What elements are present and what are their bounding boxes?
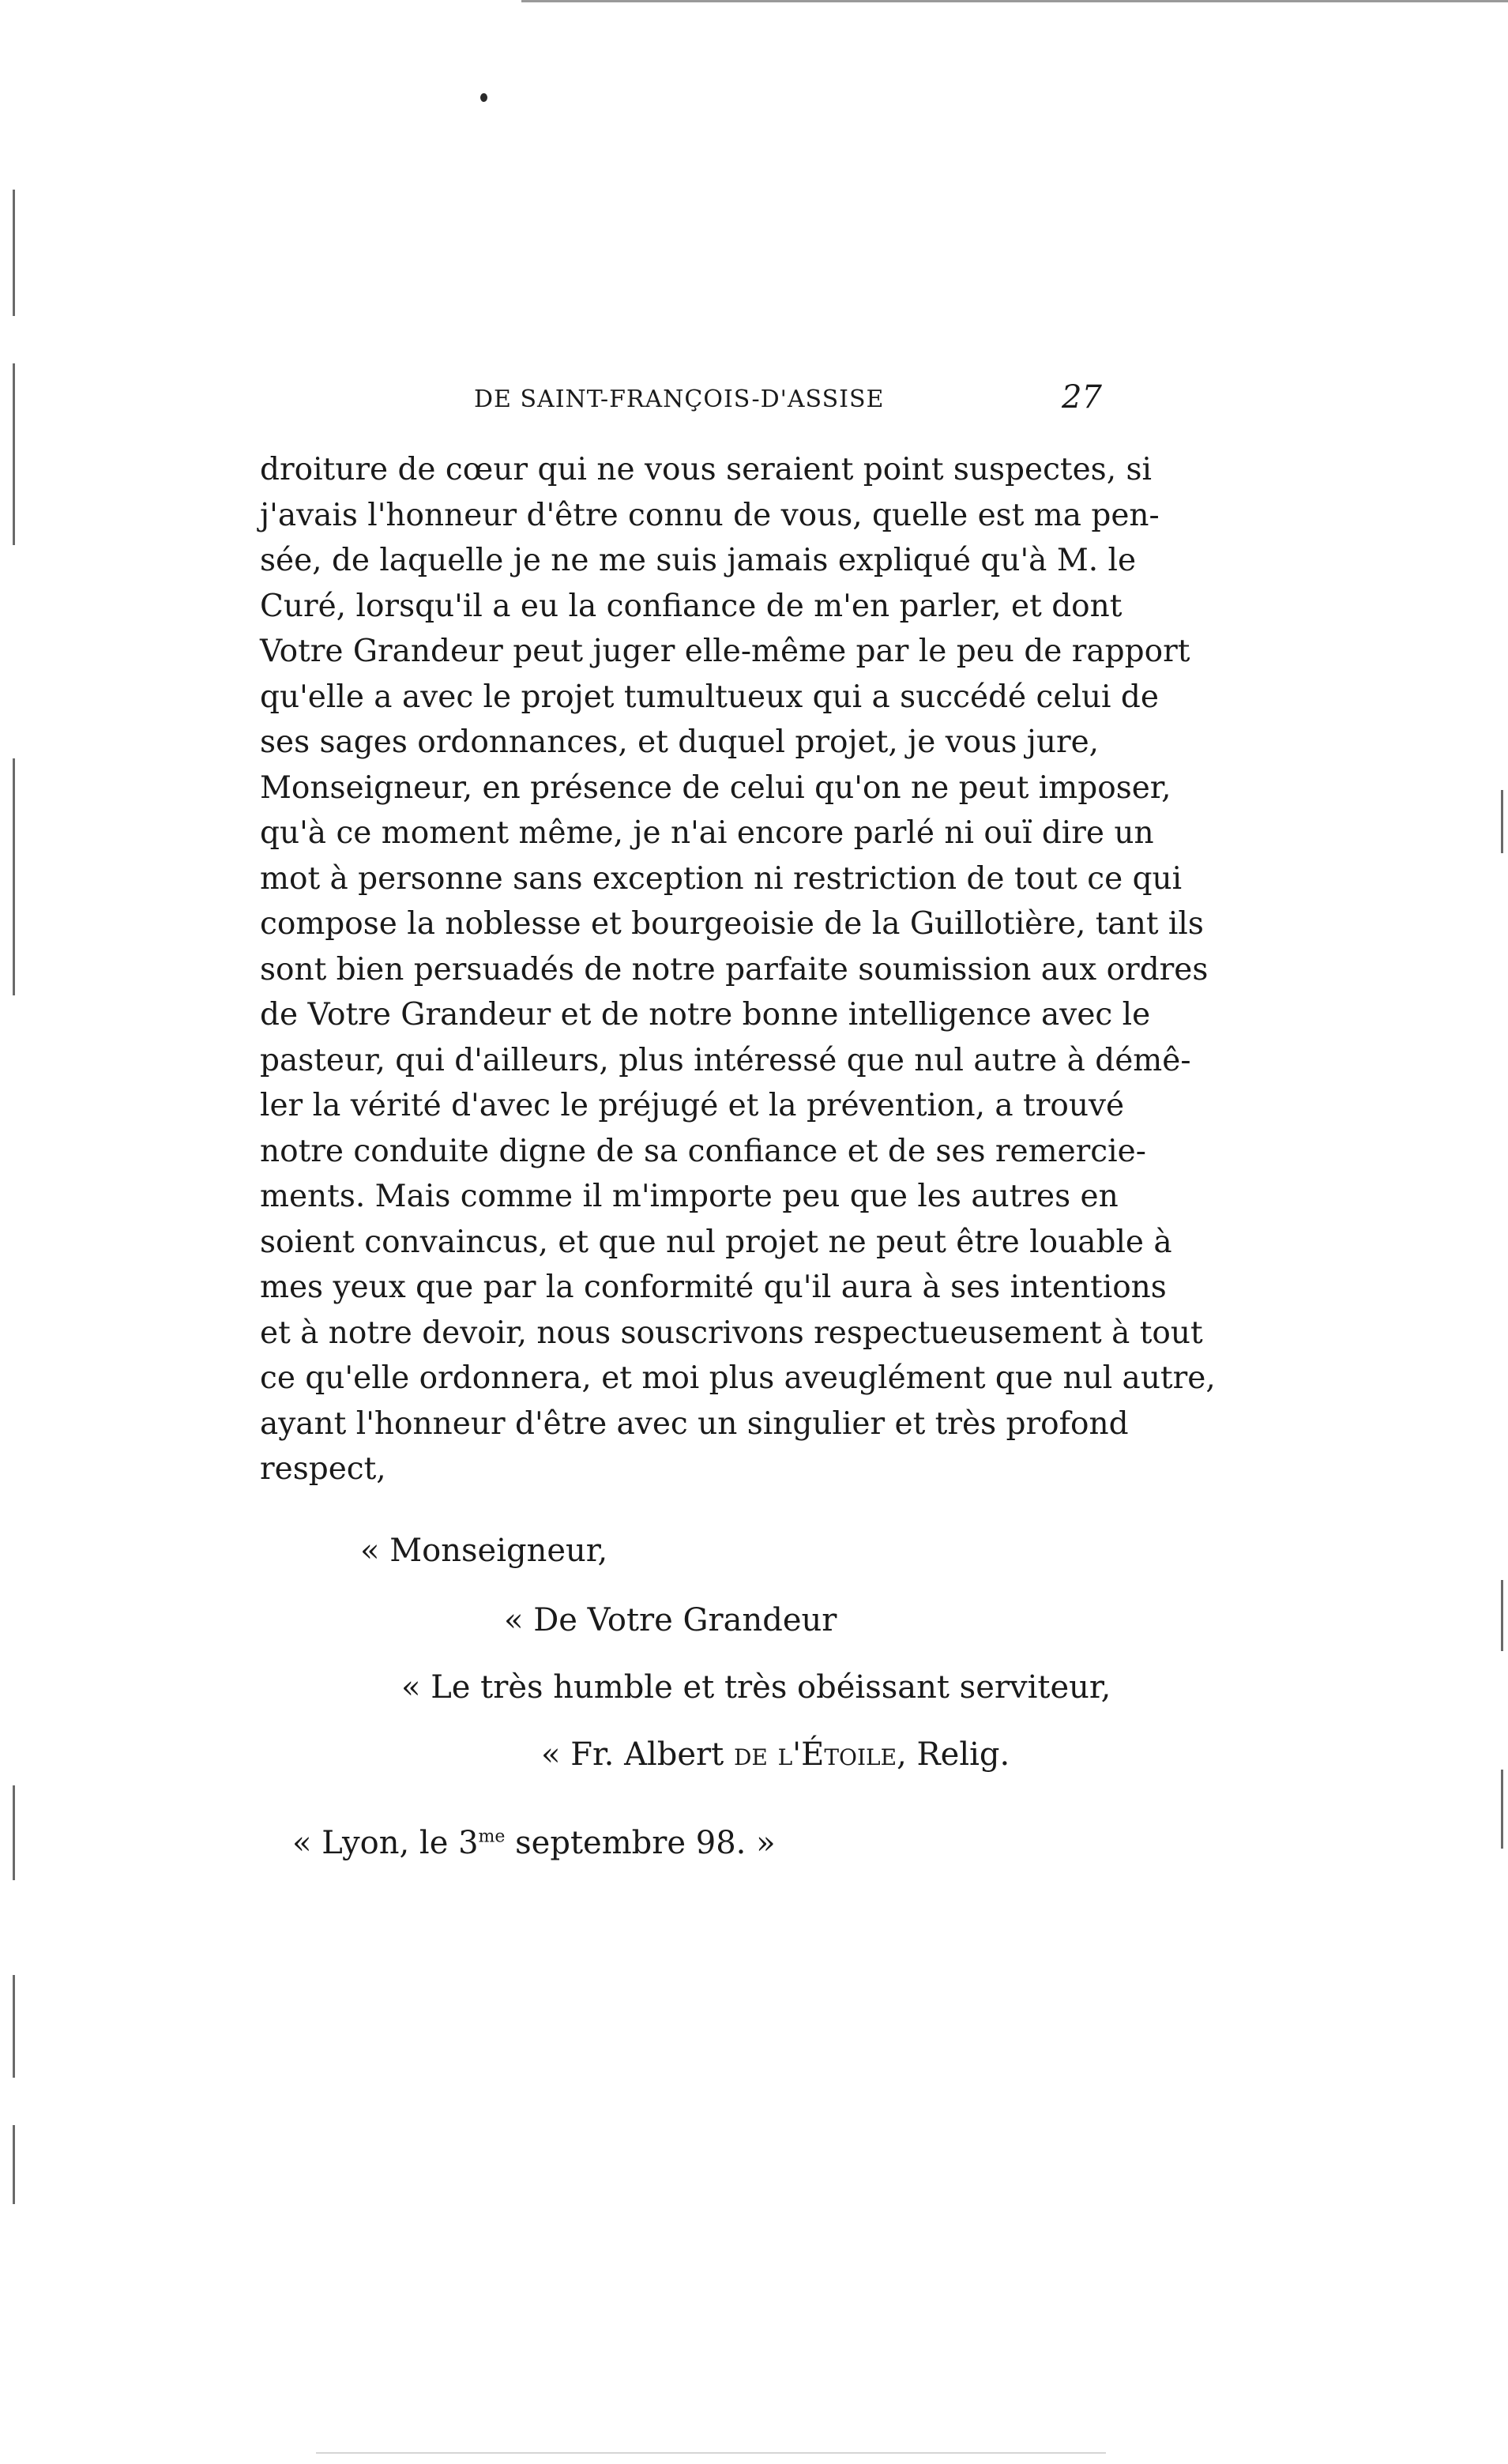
- date-superscript: me: [478, 1826, 506, 1847]
- ink-speck: [480, 93, 487, 102]
- text-line: ce qu'elle ordonnera, et moi plus aveuglément que nul autre,: [260, 1360, 1216, 1396]
- date-prefix: « Lyon, le 3: [292, 1825, 479, 1861]
- running-head: [474, 379, 1106, 417]
- scan-edge-mark: [1501, 1580, 1503, 1651]
- scan-edge-mark: [1501, 790, 1503, 853]
- scan-edge-mark: [13, 1975, 15, 2078]
- scan-edge-line-top: [521, 0, 1508, 2]
- scan-edge-mark: [1501, 1770, 1503, 1849]
- signature-prefix: « Fr. Albert: [541, 1736, 724, 1773]
- text-line: et à notre devoir, nous souscrivons respectueusement à tout: [260, 1315, 1203, 1351]
- closing-line-grandeur: « De Votre Grandeur: [504, 1602, 837, 1638]
- scan-edge-mark: [13, 2125, 15, 2204]
- text-line: qu'à ce moment même, je n'ai encore parlé ni ouï dire un: [260, 815, 1154, 851]
- text-line: notre conduite digne de sa confiance et de ses remercie-: [260, 1133, 1146, 1169]
- text-line: de Votre Grandeur et de notre bonne intelligence avec le: [260, 997, 1151, 1033]
- text-line: pasteur, qui d'ailleurs, plus intéressé que nul autre à démê-: [260, 1042, 1191, 1078]
- text-line: respect,: [260, 1451, 386, 1487]
- page-number: 27: [1062, 379, 1102, 416]
- text-line: mes yeux que par la conformité qu'il aura à ses intentions: [260, 1270, 1167, 1305]
- scan-edge-line-bottom: [316, 2452, 1106, 2454]
- text-line: sont bien persuadés de notre parfaite soumission aux ordres: [260, 951, 1209, 987]
- scan-edge-mark: [13, 1785, 15, 1880]
- text-line: ayant l'honneur d'être avec un singulier et très profond: [260, 1405, 1129, 1442]
- text-line: soient convaincus, et que nul projet ne peut être louable à: [260, 1224, 1172, 1260]
- body-paragraph: [260, 447, 1216, 1492]
- signature-name: de l'Étoile: [733, 1736, 897, 1773]
- signature: [541, 1736, 1010, 1773]
- text-line: ments. Mais comme il m'importe peu que les autres en: [260, 1179, 1119, 1214]
- text-line: Votre Grandeur peut juger elle-même par le peu de rapport: [260, 634, 1190, 669]
- date-line: [292, 1825, 776, 1861]
- salutation: « Monseigneur,: [360, 1533, 608, 1569]
- text-line: Curé, lorsqu'il a eu la confiance de m'en parler, et dont: [260, 588, 1123, 624]
- scan-edge-mark: [13, 190, 15, 316]
- text-line: ses sages ordonnances, et duquel projet, je vous jure,: [260, 724, 1100, 760]
- text-line: qu'elle a avec le projet tumultueux qui a succédé celui de: [260, 679, 1159, 715]
- text-line: sée, de laquelle je ne me suis jamais expliqué qu'à M. le: [260, 543, 1137, 578]
- running-head-title: DE SAINT-FRANÇOIS-D'ASSISE: [474, 386, 885, 413]
- signature-suffix: , Relig.: [897, 1736, 1010, 1773]
- scan-edge-mark: [13, 758, 15, 995]
- scan-edge-mark: [13, 363, 15, 545]
- text-line: compose la noblesse et bourgeoisie de la Guillotière, tant ils: [260, 906, 1204, 942]
- text-line: mot à personne sans exception ni restriction de tout ce qui: [260, 860, 1183, 897]
- text-line: Monseigneur, en présence de celui qu'on ne peut imposer,: [260, 769, 1171, 806]
- text-line: j'avais l'honneur d'être connu de vous, quelle est ma pen-: [260, 497, 1160, 533]
- closing-line-servant: « Le très humble et très obéissant serviteur,: [401, 1669, 1111, 1706]
- text-line: droiture de cœur qui ne vous seraient point suspectes, si: [260, 452, 1152, 487]
- date-suffix: septembre 98. »: [505, 1825, 776, 1861]
- text-line: ler la vérité d'avec le préjugé et la prévention, a trouvé: [260, 1088, 1125, 1123]
